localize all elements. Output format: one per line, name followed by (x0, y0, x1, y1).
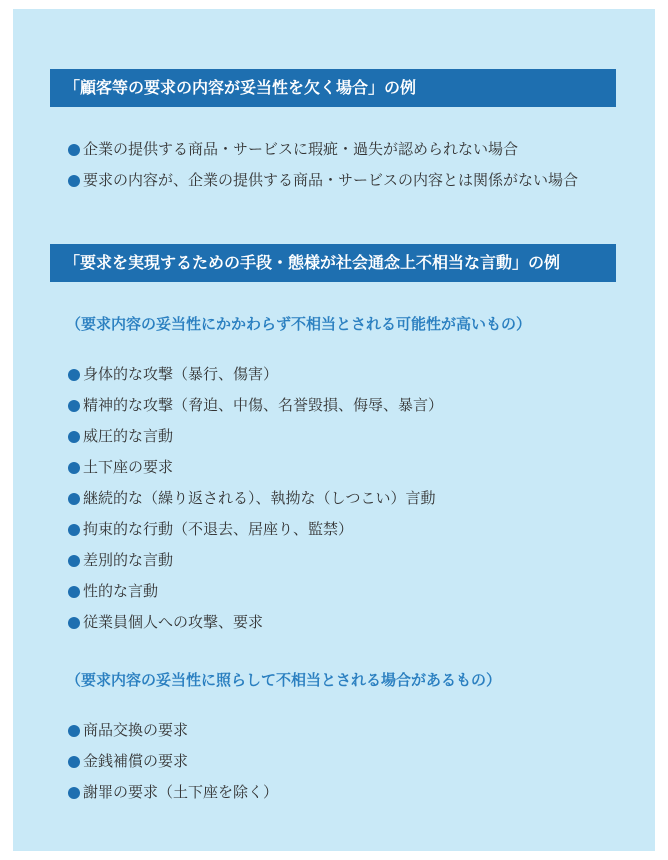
list-item-text: 企業の提供する商品・サービスに瑕疵・過失が認められない場合 (83, 140, 519, 158)
bullet-icon (68, 756, 80, 768)
likely-inappropriate-list (68, 359, 443, 638)
list-item-text: 商品交換の要求 (83, 721, 189, 739)
list-item (68, 134, 578, 165)
list-item-text: 従業員個人への攻撃、要求 (83, 613, 264, 631)
possibly-inappropriate-list (68, 715, 278, 808)
bullet-icon (68, 725, 80, 737)
bullet-icon (68, 524, 80, 536)
list-item (68, 452, 443, 483)
list-item (68, 607, 443, 638)
bullet-icon (68, 175, 80, 187)
list-item-text: 威圧的な言動 (83, 427, 174, 445)
list-item-text: 拘束的な行動（不退去、居座り、監禁） (83, 520, 354, 538)
list-item-text: 土下座の要求 (83, 458, 174, 476)
list-item (68, 545, 443, 576)
bullet-icon (68, 400, 80, 412)
subheading-possibly-inappropriate: （要求内容の妥当性に照らして不相当とされる場合があるもの） (66, 671, 502, 689)
list-item-text: 要求の内容が、企業の提供する商品・サービスの内容とは関係がない場合 (83, 171, 579, 189)
bullet-icon (68, 369, 80, 381)
list-item-text: 身体的な攻撃（暴行、傷害） (83, 365, 279, 383)
bullet-icon (68, 586, 80, 598)
list-item (68, 421, 443, 452)
list-item (68, 514, 443, 545)
section-heading-inappropriate-request: 「顧客等の要求の内容が妥当性を欠く場合」の例 (50, 69, 616, 107)
list-item (68, 165, 578, 196)
list-item-text: 性的な言動 (83, 582, 159, 600)
inappropriate-request-list (68, 134, 578, 196)
list-item-text: 差別的な言動 (83, 551, 174, 569)
bullet-icon (68, 617, 80, 629)
list-item-text: 金銭補償の要求 (83, 752, 189, 770)
list-item (68, 715, 278, 746)
bullet-icon (68, 555, 80, 567)
subheading-likely-inappropriate: （要求内容の妥当性にかかわらず不相当とされる可能性が高いもの） (66, 315, 532, 333)
bullet-icon (68, 462, 80, 474)
list-item-text: 継続的な（繰り返される）、執拗な（しつこい）言動 (83, 489, 436, 507)
bullet-icon (68, 144, 80, 156)
list-item (68, 483, 443, 514)
list-item (68, 576, 443, 607)
list-item (68, 390, 443, 421)
bullet-icon (68, 431, 80, 443)
list-item (68, 777, 278, 808)
section-heading-inappropriate-means: 「要求を実現するための手段・態様が社会通念上不相当な言動」の例 (50, 244, 616, 282)
bullet-icon (68, 493, 80, 505)
list-item (68, 359, 443, 390)
bullet-icon (68, 787, 80, 799)
list-item (68, 746, 278, 777)
list-item-text: 謝罪の要求（土下座を除く） (83, 783, 279, 801)
list-item-text: 精神的な攻撃（脅迫、中傷、名誉毀損、侮辱、暴言） (83, 396, 444, 414)
